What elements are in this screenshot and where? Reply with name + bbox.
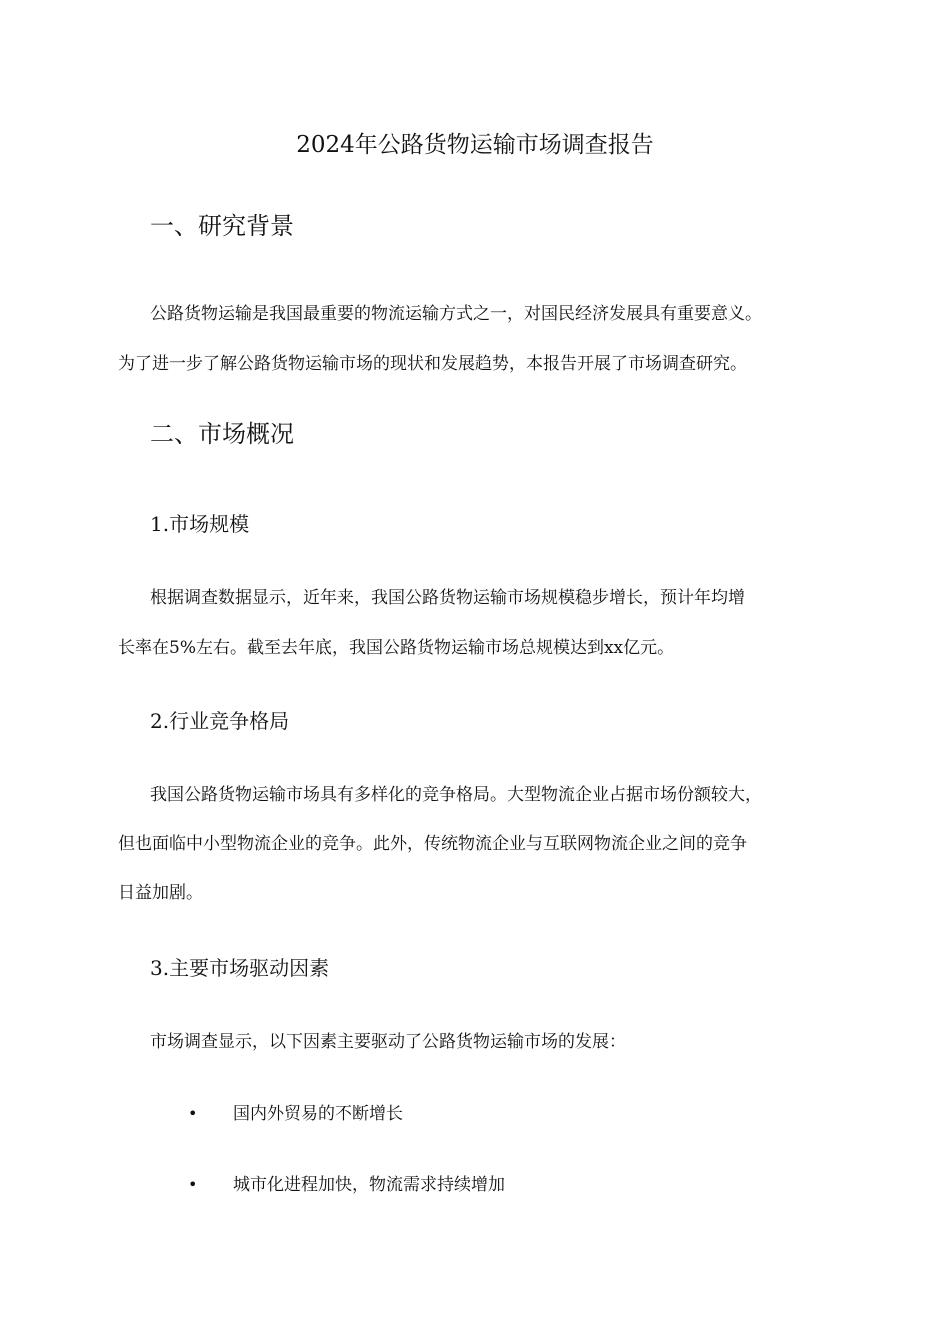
paragraph-line: 公路货物运输是我国最重要的物流运输方式之一，对国民经济发展具有重要意义。 — [150, 304, 762, 324]
bullet-icon: • — [188, 1104, 198, 1123]
subsection-heading-drivers: 3.主要市场驱动因素 — [150, 956, 330, 980]
list-item: 国内外贸易的不断增长 — [233, 1104, 403, 1124]
paragraph-line: 但也面临中小型物流企业的竞争。此外，传统物流企业与互联网物流企业之间的竞争 — [118, 834, 747, 854]
paragraph-line: 长率在5%左右。截至去年底，我国公路货物运输市场总规模达到xx亿元。 — [118, 638, 675, 658]
subsection-heading-competition: 2.行业竞争格局 — [150, 709, 290, 733]
section-heading-overview: 二、市场概况 — [150, 420, 294, 448]
section-heading-background: 一、研究背景 — [150, 212, 294, 240]
paragraph-line: 为了进一步了解公路货物运输市场的现状和发展趋势，本报告开展了市场调查研究。 — [118, 354, 747, 374]
paragraph-line: 日益加剧。 — [118, 883, 203, 903]
subsection-heading-market-size: 1.市场规模 — [150, 512, 250, 536]
paragraph-line: 市场调查显示，以下因素主要驱动了公路货物运输市场的发展： — [150, 1032, 626, 1052]
list-item: 城市化进程加快，物流需求持续增加 — [233, 1175, 505, 1195]
paragraph-line: 我国公路货物运输市场具有多样化的竞争格局。大型物流企业占据市场份额较大， — [150, 785, 762, 805]
paragraph-line: 根据调查数据显示，近年来，我国公路货物运输市场规模稳步增长，预计年均增 — [150, 588, 745, 608]
report-title: 2024年公路货物运输市场调查报告 — [296, 132, 654, 158]
bullet-icon: • — [188, 1175, 198, 1194]
